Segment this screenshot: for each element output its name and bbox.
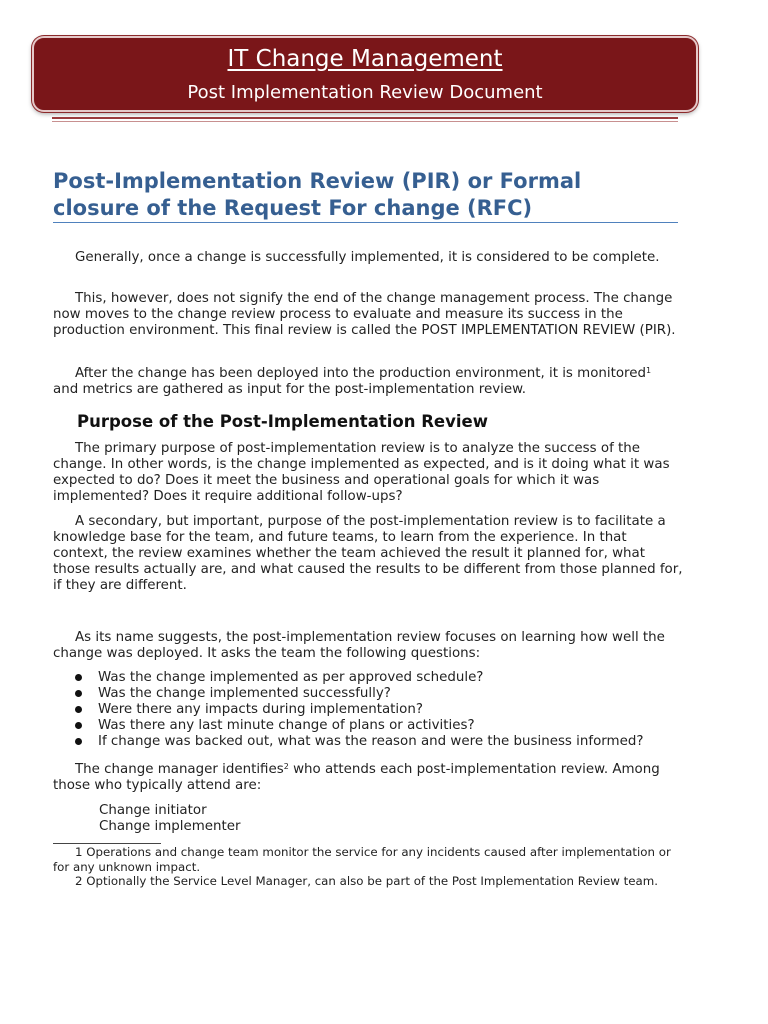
bullet-icon bbox=[75, 722, 82, 729]
footnote-1: 1 Operations and change team monitor the service for any incidents caused after implementation or for any unknown impact. bbox=[53, 845, 671, 874]
page-title bbox=[53, 168, 683, 222]
attendee-role: Change initiator bbox=[99, 803, 207, 818]
banner-title: IT Change Management bbox=[227, 46, 503, 72]
intro-paragraph-3-text: After the change has been deployed into the production environment, it is monitored bbox=[75, 366, 647, 381]
bullet-icon bbox=[75, 706, 82, 713]
attendees-text-continuation: who attends each post-implementation review. Among those who typically attend are: bbox=[53, 762, 660, 793]
footnote-ref-1: 1 bbox=[646, 366, 652, 375]
list-item bbox=[53, 686, 683, 702]
bullet-icon bbox=[75, 690, 82, 697]
purpose-paragraph-2: A secondary, but important, purpose of the post-implementation review is to facilitate a knowledge base for the team, and future teams, to learn from the experience. In that context, the review examines whether the team achieved the result it planned for, what those results actually are, and what caused the results to be different from those planned for, if they are different. bbox=[53, 514, 683, 593]
questions-list bbox=[53, 670, 683, 750]
purpose-paragraph-3: As its name suggests, the post-implementation review focuses on learning how well the change was deployed. It asks the team the following questions: bbox=[53, 630, 665, 661]
intro-paragraph-3 bbox=[53, 366, 683, 398]
list-item-text: Was the change implemented as per approved schedule? bbox=[98, 670, 484, 685]
banner-subtitle: Post Implementation Review Document bbox=[187, 82, 543, 103]
list-item bbox=[53, 670, 683, 686]
header-divider-thin bbox=[52, 121, 678, 122]
list-item-text: Was the change implemented successfully? bbox=[98, 686, 391, 701]
attendees-text: The change manager identifies bbox=[75, 762, 284, 777]
section-heading-purpose: Purpose of the Post-Implementation Review bbox=[77, 412, 488, 431]
bullet-icon bbox=[75, 738, 82, 745]
footnote-ref-2: 2 bbox=[283, 762, 289, 771]
page-title-line-1: Post-Implementation Review (PIR) or Formal bbox=[53, 169, 582, 193]
list-item-text: Were there any impacts during implementation? bbox=[98, 702, 423, 717]
footnote-separator bbox=[53, 843, 161, 844]
attendee-role: Change implementer bbox=[99, 819, 241, 834]
title-underline bbox=[53, 222, 678, 223]
header-divider bbox=[52, 117, 678, 119]
list-item-text: Was there any last minute change of plans or activities? bbox=[98, 718, 475, 733]
intro-paragraph-3-continuation: and metrics are gathered as input for the post-implementation review. bbox=[53, 382, 527, 397]
footnote-2: 2 Optionally the Service Level Manager, can also be part of the Post Implementation Review team. bbox=[75, 874, 658, 888]
page-title-line-2: closure of the Request For change (RFC) bbox=[53, 196, 533, 220]
attendees-paragraph bbox=[53, 762, 683, 794]
list-item-text: If change was backed out, what was the reason and were the business informed? bbox=[98, 734, 644, 749]
list-item bbox=[53, 734, 683, 750]
bullet-icon bbox=[75, 674, 82, 681]
intro-paragraph-1: Generally, once a change is successfully implemented, it is considered to be complete. bbox=[75, 250, 660, 265]
header-banner bbox=[32, 36, 698, 112]
list-item bbox=[53, 718, 683, 734]
list-item bbox=[53, 702, 683, 718]
intro-paragraph-2: This, however, does not signify the end of the change management process. The change now moves to the change review process to evaluate and measure its success in the production environment. This final review is called the POST IMPLEMENTATION REVIEW (PIR). bbox=[53, 291, 676, 338]
purpose-paragraph-1: The primary purpose of post-implementation review is to analyze the success of the change. In other words, is the change implemented as expected, and is it doing what it was expected to do? Does it meet the business and operational goals for which it was implemented? Does it require additional follow-ups? bbox=[53, 441, 670, 504]
